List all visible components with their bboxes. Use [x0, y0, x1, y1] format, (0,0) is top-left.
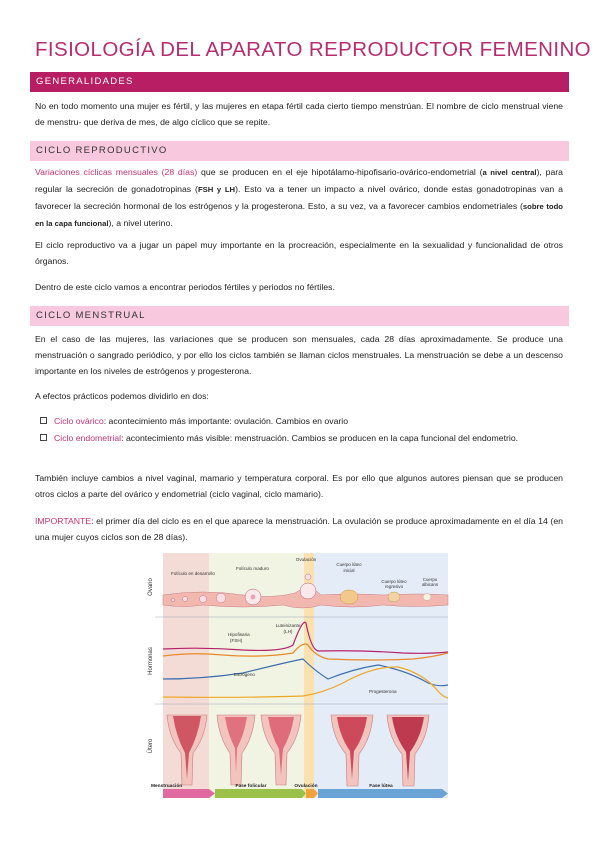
paragraph-ciclo-menstrual-2: A efectos prácticos podemos dividirlo en dos: — [35, 391, 209, 401]
released-ovum-icon — [305, 574, 311, 580]
phase-label-lutea: Fase lútea — [369, 784, 393, 789]
label-luteo-inicial-1: Cuerpo lúteo — [336, 562, 362, 567]
bold-text: a nivel central — [482, 168, 537, 177]
text-span: ). Esto va a tener un impacto a nivel ovárico, donde estas gonadotropinas van a favorecer la secreción hormonal de los estrógenos y la progesterona. Esto, a su vez, va a favorecer cambios endometriales ( — [35, 184, 563, 211]
text-span: que se producen en el eje hipotálamo-hipofisario-ovárico-endometrial ( — [197, 167, 483, 177]
label-lh-2: (LH) — [283, 629, 293, 634]
follicle-icon — [172, 599, 175, 602]
row-label-utero: Útero — [148, 738, 154, 754]
text-span: ), a nivel uterino. — [108, 218, 173, 228]
paragraph-ciclo-menstrual-1: En el caso de las mujeres, las variaciones que se producen son mensuales, cada 28 días aproximadamente. Se produce una menstruación o sangrado periódico, y por ello los ciclos también se llaman ciclos menstruales. La menstruación se debe a un descenso importante en los niveles de estrógenos y progesterona. — [35, 334, 563, 376]
list-item-ciclo-ovarico — [54, 413, 564, 429]
list-item-ciclo-endometrial — [54, 430, 564, 446]
follicle-icon — [199, 595, 206, 602]
phase-label-folicular: Fase folicular — [235, 784, 267, 789]
oocyte-icon — [251, 595, 256, 600]
menstrual-cycle-figure — [143, 553, 449, 808]
phase-bg-lutea — [314, 553, 448, 798]
section-heading-generalidades: GENERALIDADES — [30, 72, 569, 92]
label-lh-1: Luteinizante — [275, 623, 301, 628]
label-albicans-2: albicans — [421, 582, 439, 587]
paragraph-ciclo-reproductivo-1 — [35, 164, 563, 232]
list-item-label: Ciclo ovárico — [54, 416, 104, 426]
label-fsh-2: (FSH) — [230, 638, 243, 643]
section-heading-ciclo-reproductivo: CICLO REPRODUCTIVO — [30, 141, 569, 161]
follicle-icon — [216, 593, 226, 603]
phase-arrow-folicular — [215, 789, 302, 798]
label-luteo-inicial-2: inicial — [343, 568, 355, 573]
bullet-box-icon — [40, 434, 47, 441]
label-progesterona: Progesterona — [369, 689, 397, 694]
corpus-luteum-icon — [340, 590, 358, 604]
accent-text: IMPORTANTE — [35, 516, 92, 526]
phase-label-menstruacion: Menstruación — [151, 784, 183, 789]
label-luteo-regresivo-1: Cuerpo lúteo — [381, 579, 407, 584]
page-title: FISIOLOGÍA DEL APARATO REPRODUCTOR FEMENINO — [35, 38, 591, 61]
label-estrogeno: Estrógeno — [234, 672, 255, 677]
list-item-label: Ciclo endometrial — [54, 433, 122, 443]
list-item-text: : acontecimiento más visible: menstruación. Cambios se producen en la capa funcional del endometrio. — [121, 433, 519, 443]
label-foliculo-desarrollo: Folículo en desarrollo — [171, 571, 215, 576]
label-foliculo-maduro: Folículo maduro — [236, 566, 269, 571]
text-span: : el primer día del ciclo es en el que aparece la menstruación. La ovulación se produce aproximadamente en el día 14 (en una mujer cuyos ciclos son de 28 días). — [35, 516, 563, 542]
follicle-icon — [183, 597, 188, 602]
row-label-hormonas: Hormonas — [148, 647, 154, 675]
phase-label-ovulacion: Ovulación — [294, 784, 318, 789]
paragraph-ciclo-reproductivo-2: El ciclo reproductivo va a jugar un papel muy importante en la procreación, especialmente en la sexualidad y funcionalidad de otros órganos. — [35, 240, 563, 266]
paragraph-generalidades: No en todo momento una mujer es fértil, y las mujeres en etapa fértil cada cierto tiempo menstrúan. El nombre de ciclo menstrual viene de menstru- que deriva de mes, de algo cíclico que se repite. — [35, 101, 563, 127]
ovulating-follicle-icon — [300, 583, 316, 599]
bullet-box-icon — [40, 417, 47, 424]
label-ovulacion: Ovulación — [295, 557, 317, 562]
paragraph-importante — [35, 513, 563, 545]
list-item-text: : acontecimiento más importante: ovulación. Cambios en ovario — [103, 416, 349, 426]
phase-arrow-lutea — [318, 789, 442, 798]
section-heading-ciclo-menstrual: CICLO MENSTRUAL — [30, 306, 569, 326]
bold-text: FSH y LH — [197, 185, 236, 194]
corpus-albicans-icon — [423, 594, 431, 601]
text-span: ), para regular la secreción de gonadotropinas ( — [35, 167, 564, 194]
phase-arrow-menstruacion — [163, 789, 209, 798]
label-luteo-regresivo-2: regresivo — [384, 584, 404, 589]
corpus-luteum-regressing-icon — [388, 592, 400, 602]
label-fsh-1: Hipofisaria — [228, 632, 250, 637]
paragraph-ciclo-reproductivo-3: Dentro de este ciclo vamos a encontrar periodos fértiles y periodos no fértiles. — [35, 282, 335, 292]
phase-arrow-ovulacion — [306, 789, 314, 798]
bold-text: sobre todo en la capa funcional — [35, 202, 563, 228]
accent-text: Variaciones cíclicas mensuales (28 días) — [35, 167, 198, 177]
row-label-ovario: Ovario — [148, 578, 154, 596]
label-albicans-1: Cuerpo — [422, 577, 438, 582]
paragraph-ciclo-menstrual-3: También incluye cambios a nivel vaginal, mamario y temperatura corporal. Es por ello que algunos autores piensan que se producen otros ciclos a parte del ovárico y endometrial (ciclo vaginal, ciclo mamario). — [35, 473, 563, 499]
